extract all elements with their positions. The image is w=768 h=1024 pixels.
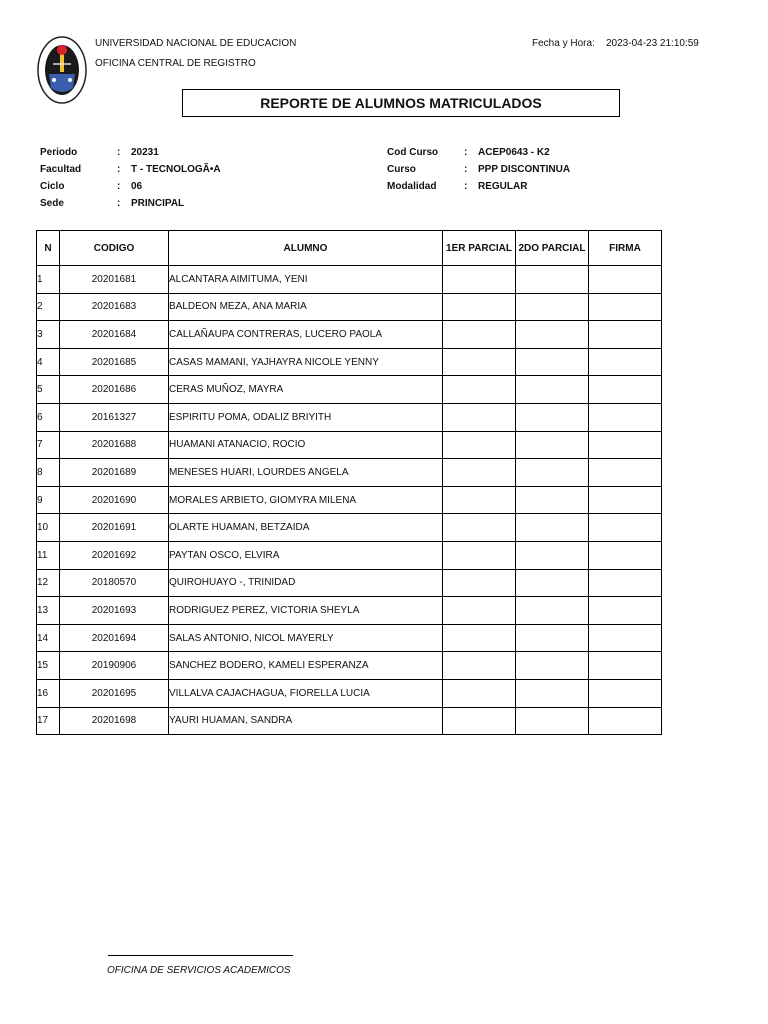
row-2do-parcial-cell	[516, 569, 589, 597]
table-row	[37, 707, 662, 735]
row-firma-cell	[589, 679, 662, 707]
row-1er-parcial-cell	[443, 486, 516, 514]
row-codigo: 20201686	[60, 376, 169, 404]
table-row	[37, 348, 662, 376]
info-label-sede: Sede	[40, 198, 64, 209]
row-1er-parcial-cell	[443, 266, 516, 294]
row-1er-parcial-cell	[443, 652, 516, 680]
row-number: 10	[37, 514, 60, 542]
row-number: 12	[37, 569, 60, 597]
row-number: 2	[37, 293, 60, 321]
row-number: 13	[37, 597, 60, 625]
header-codigo: CODIGO	[60, 231, 169, 266]
table-row	[37, 266, 662, 294]
table-row	[37, 431, 662, 459]
row-firma-cell	[589, 707, 662, 735]
row-number: 14	[37, 624, 60, 652]
info-separator: :	[117, 181, 121, 192]
row-firma-cell	[589, 597, 662, 625]
row-number: 16	[37, 679, 60, 707]
row-1er-parcial-cell	[443, 514, 516, 542]
table-row	[37, 293, 662, 321]
row-2do-parcial-cell	[516, 321, 589, 349]
row-firma-cell	[589, 541, 662, 569]
info-label-facultad: Facultad	[40, 164, 82, 175]
row-1er-parcial-cell	[443, 541, 516, 569]
row-number: 4	[37, 348, 60, 376]
row-codigo: 20201694	[60, 624, 169, 652]
row-1er-parcial-cell	[443, 459, 516, 487]
row-firma-cell	[589, 376, 662, 404]
row-number: 17	[37, 707, 60, 735]
info-value-facultad: T - TECNOLOGÃ•A	[131, 164, 221, 175]
row-number: 1	[37, 266, 60, 294]
row-1er-parcial-cell	[443, 403, 516, 431]
students-table	[36, 230, 662, 735]
row-codigo: 20190906	[60, 652, 169, 680]
row-2do-parcial-cell	[516, 376, 589, 404]
info-value-ciclo: 06	[131, 181, 143, 192]
row-2do-parcial-cell	[516, 403, 589, 431]
row-2do-parcial-cell	[516, 679, 589, 707]
row-firma-cell	[589, 293, 662, 321]
row-2do-parcial-cell	[516, 652, 589, 680]
header-2do-parcial: 2DO PARCIAL	[516, 231, 589, 266]
university-name: UNIVERSIDAD NACIONAL DE EDUCACION	[95, 38, 297, 49]
row-alumno: CALLAÑAUPA CONTRERAS, LUCERO PAOLA	[169, 321, 443, 349]
row-codigo: 20201695	[60, 679, 169, 707]
row-firma-cell	[589, 652, 662, 680]
table-row	[37, 486, 662, 514]
row-alumno: ESPIRITU POMA, ODALIZ BRIYITH	[169, 403, 443, 431]
info-value-sede: PRINCIPAL	[131, 198, 185, 209]
row-alumno: YAURI HUAMAN, SANDRA	[169, 707, 443, 735]
row-alumno: QUIROHUAYO -, TRINIDAD	[169, 569, 443, 597]
table-row	[37, 679, 662, 707]
row-alumno: MORALES ARBIETO, GIOMYRA MILENA	[169, 486, 443, 514]
info-separator: :	[117, 198, 121, 209]
row-firma-cell	[589, 403, 662, 431]
info-value-modalidad: REGULAR	[478, 181, 528, 192]
row-firma-cell	[589, 486, 662, 514]
row-codigo: 20201684	[60, 321, 169, 349]
row-1er-parcial-cell	[443, 321, 516, 349]
header-firma: FIRMA	[589, 231, 662, 266]
row-number: 8	[37, 459, 60, 487]
row-2do-parcial-cell	[516, 624, 589, 652]
table-row	[37, 597, 662, 625]
row-1er-parcial-cell	[443, 293, 516, 321]
info-label-cod-curso: Cod Curso	[387, 147, 439, 158]
row-2do-parcial-cell	[516, 597, 589, 625]
table-row	[37, 321, 662, 349]
row-firma-cell	[589, 266, 662, 294]
row-alumno: CERAS MUÑOZ, MAYRA	[169, 376, 443, 404]
signature-line	[108, 955, 293, 956]
row-alumno: RODRIGUEZ PEREZ, VICTORIA SHEYLA	[169, 597, 443, 625]
row-alumno: SANCHEZ BODERO, KAMELI ESPERANZA	[169, 652, 443, 680]
row-codigo: 20201683	[60, 293, 169, 321]
row-2do-parcial-cell	[516, 293, 589, 321]
table-row	[37, 376, 662, 404]
row-firma-cell	[589, 624, 662, 652]
row-1er-parcial-cell	[443, 348, 516, 376]
row-2do-parcial-cell	[516, 266, 589, 294]
table-row	[37, 569, 662, 597]
row-number: 7	[37, 431, 60, 459]
table-row	[37, 541, 662, 569]
row-2do-parcial-cell	[516, 459, 589, 487]
info-label-ciclo: Ciclo	[40, 181, 65, 192]
row-2do-parcial-cell	[516, 707, 589, 735]
row-codigo: 20201690	[60, 486, 169, 514]
row-firma-cell	[589, 514, 662, 542]
row-firma-cell	[589, 459, 662, 487]
row-1er-parcial-cell	[443, 569, 516, 597]
info-label-periodo: Periodo	[40, 147, 78, 158]
row-1er-parcial-cell	[443, 624, 516, 652]
university-seal-icon	[37, 36, 87, 104]
row-alumno: OLARTE HUAMAN, BETZAIDA	[169, 514, 443, 542]
row-codigo: 20161327	[60, 403, 169, 431]
row-number: 3	[37, 321, 60, 349]
row-alumno: PAYTAN OSCO, ELVIRA	[169, 541, 443, 569]
row-codigo: 20201691	[60, 514, 169, 542]
row-1er-parcial-cell	[443, 376, 516, 404]
table-row	[37, 459, 662, 487]
row-1er-parcial-cell	[443, 597, 516, 625]
row-2do-parcial-cell	[516, 541, 589, 569]
row-firma-cell	[589, 431, 662, 459]
row-1er-parcial-cell	[443, 431, 516, 459]
info-separator: :	[464, 164, 468, 175]
header-n: N	[37, 231, 60, 266]
row-1er-parcial-cell	[443, 679, 516, 707]
row-firma-cell	[589, 348, 662, 376]
row-number: 6	[37, 403, 60, 431]
info-separator: :	[117, 164, 121, 175]
table-row	[37, 514, 662, 542]
row-codigo: 20201688	[60, 431, 169, 459]
info-label-curso: Curso	[387, 164, 416, 175]
row-codigo: 20201693	[60, 597, 169, 625]
info-value-cod-curso: ACEP0643 - K2	[478, 147, 550, 158]
row-2do-parcial-cell	[516, 431, 589, 459]
row-codigo: 20201689	[60, 459, 169, 487]
row-codigo: 20201698	[60, 707, 169, 735]
table-row	[37, 652, 662, 680]
row-number: 9	[37, 486, 60, 514]
row-alumno: BALDEON MEZA, ANA MARIA	[169, 293, 443, 321]
row-alumno: MENESES HUARI, LOURDES ANGELA	[169, 459, 443, 487]
row-codigo: 20180570	[60, 569, 169, 597]
row-2do-parcial-cell	[516, 486, 589, 514]
report-title: REPORTE DE ALUMNOS MATRICULADOS	[182, 89, 620, 117]
header-1er-parcial: 1ER PARCIAL	[443, 231, 516, 266]
info-separator: :	[464, 181, 468, 192]
row-firma-cell	[589, 569, 662, 597]
row-alumno: ALCANTARA AIMITUMA, YENI	[169, 266, 443, 294]
footer-office: OFICINA DE SERVICIOS ACADEMICOS	[107, 965, 291, 976]
table-row	[37, 403, 662, 431]
table-row	[37, 624, 662, 652]
row-number: 15	[37, 652, 60, 680]
info-value-periodo: 20231	[131, 147, 159, 158]
row-alumno: SALAS ANTONIO, NICOL MAYERLY	[169, 624, 443, 652]
row-alumno: VILLALVA CAJACHAGUA, FIORELLA LUCIA	[169, 679, 443, 707]
row-codigo: 20201692	[60, 541, 169, 569]
row-number: 11	[37, 541, 60, 569]
row-codigo: 20201681	[60, 266, 169, 294]
row-2do-parcial-cell	[516, 348, 589, 376]
row-firma-cell	[589, 321, 662, 349]
row-number: 5	[37, 376, 60, 404]
row-alumno: HUAMANI ATANACIO, ROCIO	[169, 431, 443, 459]
header-alumno: ALUMNO	[169, 231, 443, 266]
datetime-value: 2023-04-23 21:10:59	[606, 38, 699, 49]
info-separator: :	[117, 147, 121, 158]
info-separator: :	[464, 147, 468, 158]
datetime-label: Fecha y Hora:	[532, 38, 595, 49]
row-alumno: CASAS MAMANI, YAJHAYRA NICOLE YENNY	[169, 348, 443, 376]
info-value-curso: PPP DISCONTINUA	[478, 164, 571, 175]
office-name: OFICINA CENTRAL DE REGISTRO	[95, 58, 256, 69]
row-1er-parcial-cell	[443, 707, 516, 735]
table-header-row	[37, 231, 662, 266]
row-2do-parcial-cell	[516, 514, 589, 542]
row-codigo: 20201685	[60, 348, 169, 376]
info-label-modalidad: Modalidad	[387, 181, 437, 192]
